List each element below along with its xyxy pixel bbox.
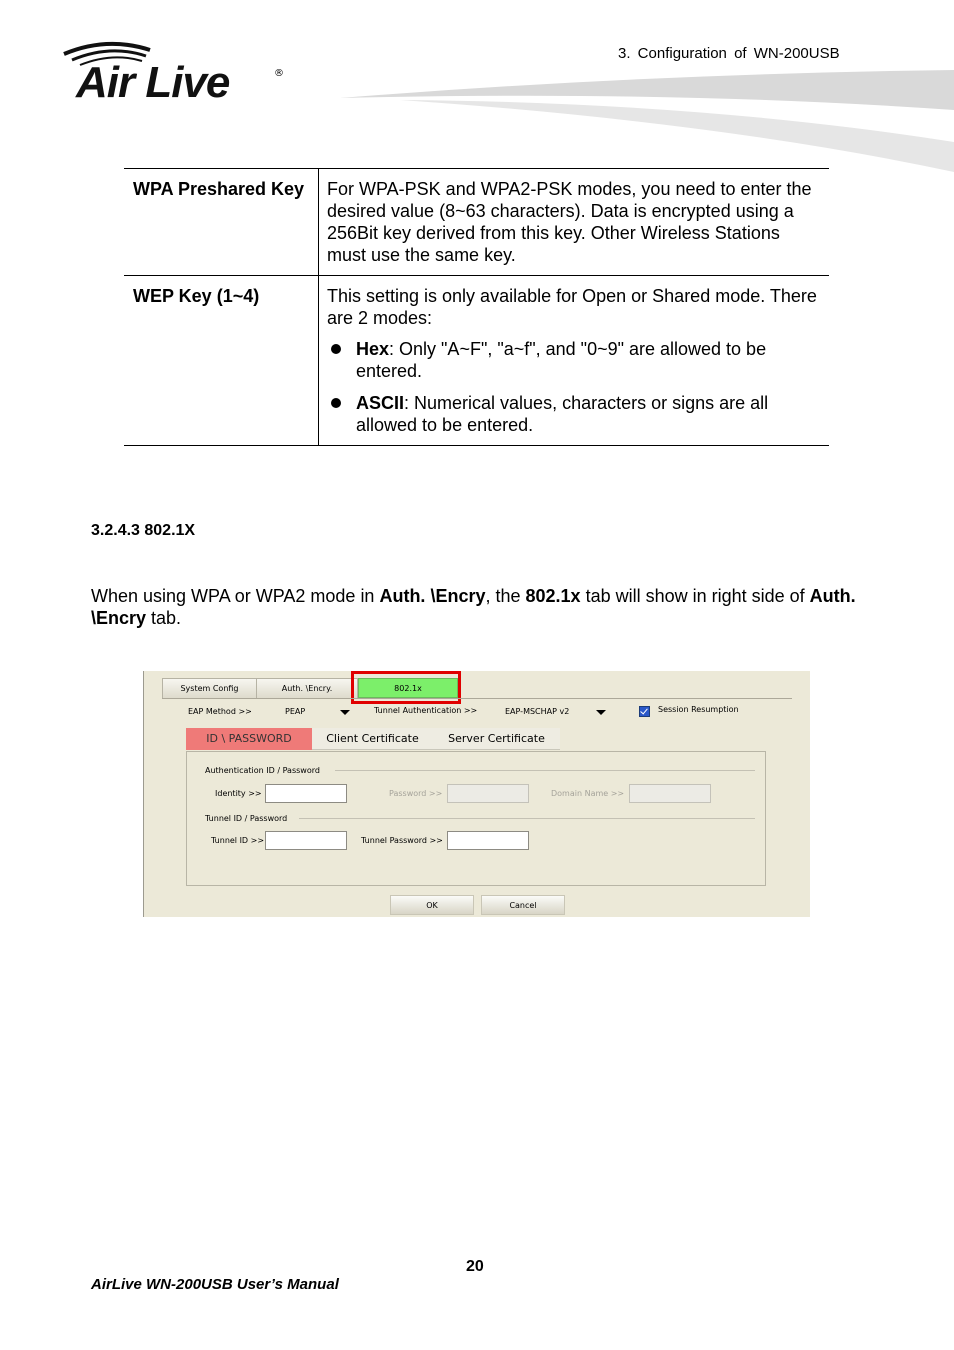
tab-system-config[interactable]: System Config (162, 678, 257, 698)
session-resumption-checkbox[interactable] (639, 706, 650, 717)
cancel-button[interactable]: Cancel (481, 895, 565, 915)
tab-auth-encry[interactable]: Auth. \Encry. (256, 678, 358, 698)
tab-divider (162, 698, 792, 699)
tab-server-certificate[interactable]: Server Certificate (433, 728, 560, 750)
group-title: Tunnel ID / Password (205, 814, 288, 823)
manual-title: AirLive WN-200USB User’s Manual (91, 1276, 339, 1293)
text-run: When using WPA or WPA2 mode in (91, 586, 380, 606)
tunnel-auth-select[interactable]: EAP-MSCHAP v2 (505, 707, 570, 716)
group-title: Authentication ID / Password (205, 766, 320, 775)
ok-button[interactable]: OK (390, 895, 474, 915)
param-description-cell (319, 276, 830, 446)
bold-run: Auth. \Encry (91, 586, 856, 628)
group-divider (335, 770, 755, 771)
logo-text: Air Live (76, 58, 230, 107)
bullet-term: ASCII (356, 393, 405, 413)
tab-8021x[interactable]: 802.1x (358, 678, 458, 698)
list-item (327, 338, 821, 382)
session-resumption-label: Session Resumption (658, 705, 739, 714)
bold-run: Auth. \Encry (379, 586, 486, 606)
page-number: 20 (466, 1258, 484, 1275)
list-item (327, 392, 821, 436)
group-divider (299, 818, 755, 819)
bullet-term: Hex (356, 339, 390, 359)
chevron-down-icon[interactable] (340, 710, 350, 715)
text-run: tab. (146, 608, 182, 628)
table-row (124, 169, 829, 276)
param-description: For WPA-PSK and WPA2-PSK modes, you need to enter the desired value (8~63 characters). Data is encrypted using a 256Bit key derived from this key. Other Wireless Stations must use the same key. (319, 169, 830, 276)
eap-method-label: EAP Method >> (188, 707, 252, 716)
chevron-down-icon[interactable] (596, 710, 606, 715)
password-label: Password >> (389, 789, 443, 798)
section-heading: 3.2.4.3 802.1X (91, 522, 196, 539)
header-swoosh-icon (340, 66, 954, 176)
tunnel-auth-label: Tunnel Authentication >> (374, 706, 478, 715)
tunnel-password-input[interactable] (447, 831, 529, 850)
tab-id-password[interactable]: ID \ PASSWORD (186, 728, 312, 750)
password-input[interactable] (447, 784, 529, 803)
mode-list (327, 338, 821, 436)
text-run: , the (485, 586, 526, 606)
text-run: tab will show in right side of (580, 586, 810, 606)
param-description: This setting is only available for Open or Shared mode. There are 2 modes: (327, 286, 817, 328)
param-name: WPA Preshared Key (124, 169, 319, 276)
tunnel-password-label: Tunnel Password >> (361, 836, 443, 845)
airlive-logo (62, 40, 292, 110)
tunnel-id-label: Tunnel ID >> (211, 836, 265, 845)
tunnel-id-input[interactable] (265, 831, 347, 850)
parameters-table (124, 168, 829, 446)
eap-method-select[interactable]: PEAP (285, 707, 306, 716)
registered-mark: ® (274, 68, 284, 79)
highlight-box (351, 671, 461, 704)
domain-name-label: Domain Name >> (551, 789, 625, 798)
identity-input[interactable] (265, 784, 347, 803)
bold-run: 802.1x (525, 586, 581, 606)
credentials-panel (186, 751, 766, 886)
config-screenshot (143, 671, 810, 917)
table-row (124, 276, 829, 446)
param-name: WEP Key (1~4) (124, 276, 319, 446)
identity-label: Identity >> (215, 789, 262, 798)
bullet-text: : Numerical values, characters or signs are all allowed to be entered. (356, 393, 769, 435)
section-paragraph (91, 585, 871, 629)
bullet-text: : Only "A~F", "a~f", and "0~9" are allowed to be entered. (356, 339, 767, 381)
tab-client-certificate[interactable]: Client Certificate (312, 728, 433, 750)
domain-name-input[interactable] (629, 784, 711, 803)
chapter-title: 3. Configuration of WN-200USB (618, 45, 840, 62)
